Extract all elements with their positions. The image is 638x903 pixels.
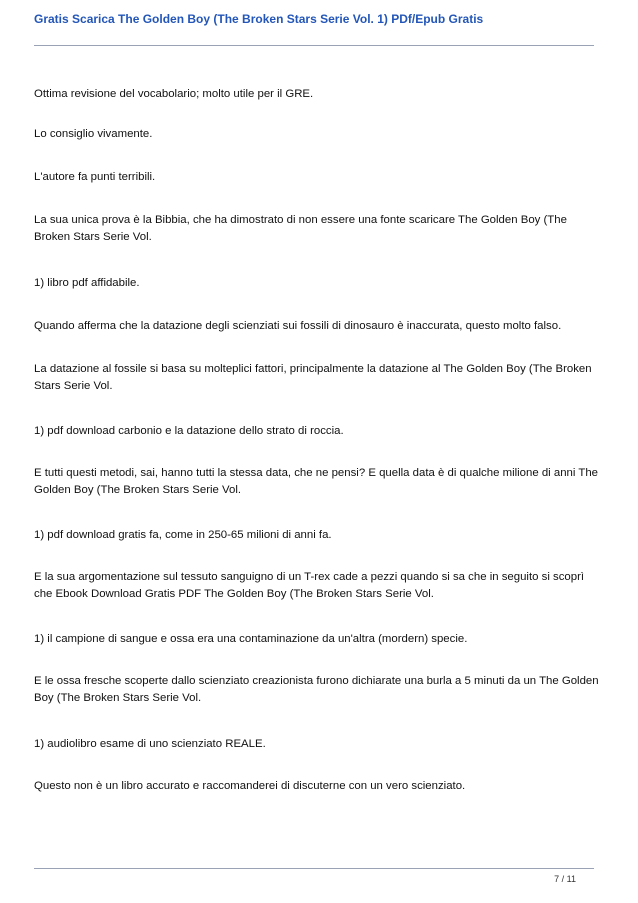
page-header-title: Gratis Scarica The Golden Boy (The Broken Stars Serie Vol. 1) PDf/Epub Gratis [34, 12, 484, 26]
paragraph: 1) pdf download carbonio e la datazione dello strato di roccia. [34, 425, 344, 437]
paragraph: E le ossa fresche scoperte dallo scienziato creazionista furono dichiarate una burla a 5 minuti da un The Golden Boy (The Broken Stars Serie Vol. [34, 675, 599, 704]
paragraph: 1) libro pdf affidabile. [34, 277, 140, 289]
header-divider [34, 45, 594, 46]
paragraph: Ottima revisione del vocabolario; molto utile per il GRE. [34, 88, 314, 100]
paragraph: 1) il campione di sangue e ossa era una contaminazione da un'altra (mordern) specie. [34, 633, 468, 645]
paragraph: 1) audiolibro esame di uno scienziato REALE. [34, 738, 266, 750]
paragraph: E tutti questi metodi, sai, hanno tutti la stessa data, che ne pensi? E quella data è di qualche milione di anni The Golden Boy (The Broken Stars Serie Vol. [34, 467, 598, 496]
page-number: 7 / 11 [554, 874, 576, 884]
footer-divider [34, 868, 594, 869]
paragraph: Questo non è un libro accurato e raccomanderei di discuterne con un vero scienziato. [34, 780, 466, 792]
paragraph: 1) pdf download gratis fa, come in 250-65 milioni di anni fa. [34, 529, 332, 541]
paragraph: Lo consiglio vivamente. [34, 128, 153, 140]
paragraph: L'autore fa punti terribili. [34, 171, 156, 183]
paragraph: Quando afferma che la datazione degli scienziati sui fossili di dinosauro è inaccurata, questo molto falso. [34, 320, 562, 332]
paragraph: La sua unica prova è la Bibbia, che ha dimostrato di non essere una fonte scaricare The Golden Boy (The Broken Stars Serie Vol. [34, 214, 567, 243]
paragraph: La datazione al fossile si basa su molteplici fattori, principalmente la datazione al The Golden Boy (The Broken Stars Serie Vol. [34, 363, 592, 392]
paragraph: E la sua argomentazione sul tessuto sanguigno di un T-rex cade a pezzi quando si sa che in seguito si scoprì che Ebook Download Gratis PDF The Golden Boy (The Broken Stars Serie Vol. [34, 571, 585, 600]
